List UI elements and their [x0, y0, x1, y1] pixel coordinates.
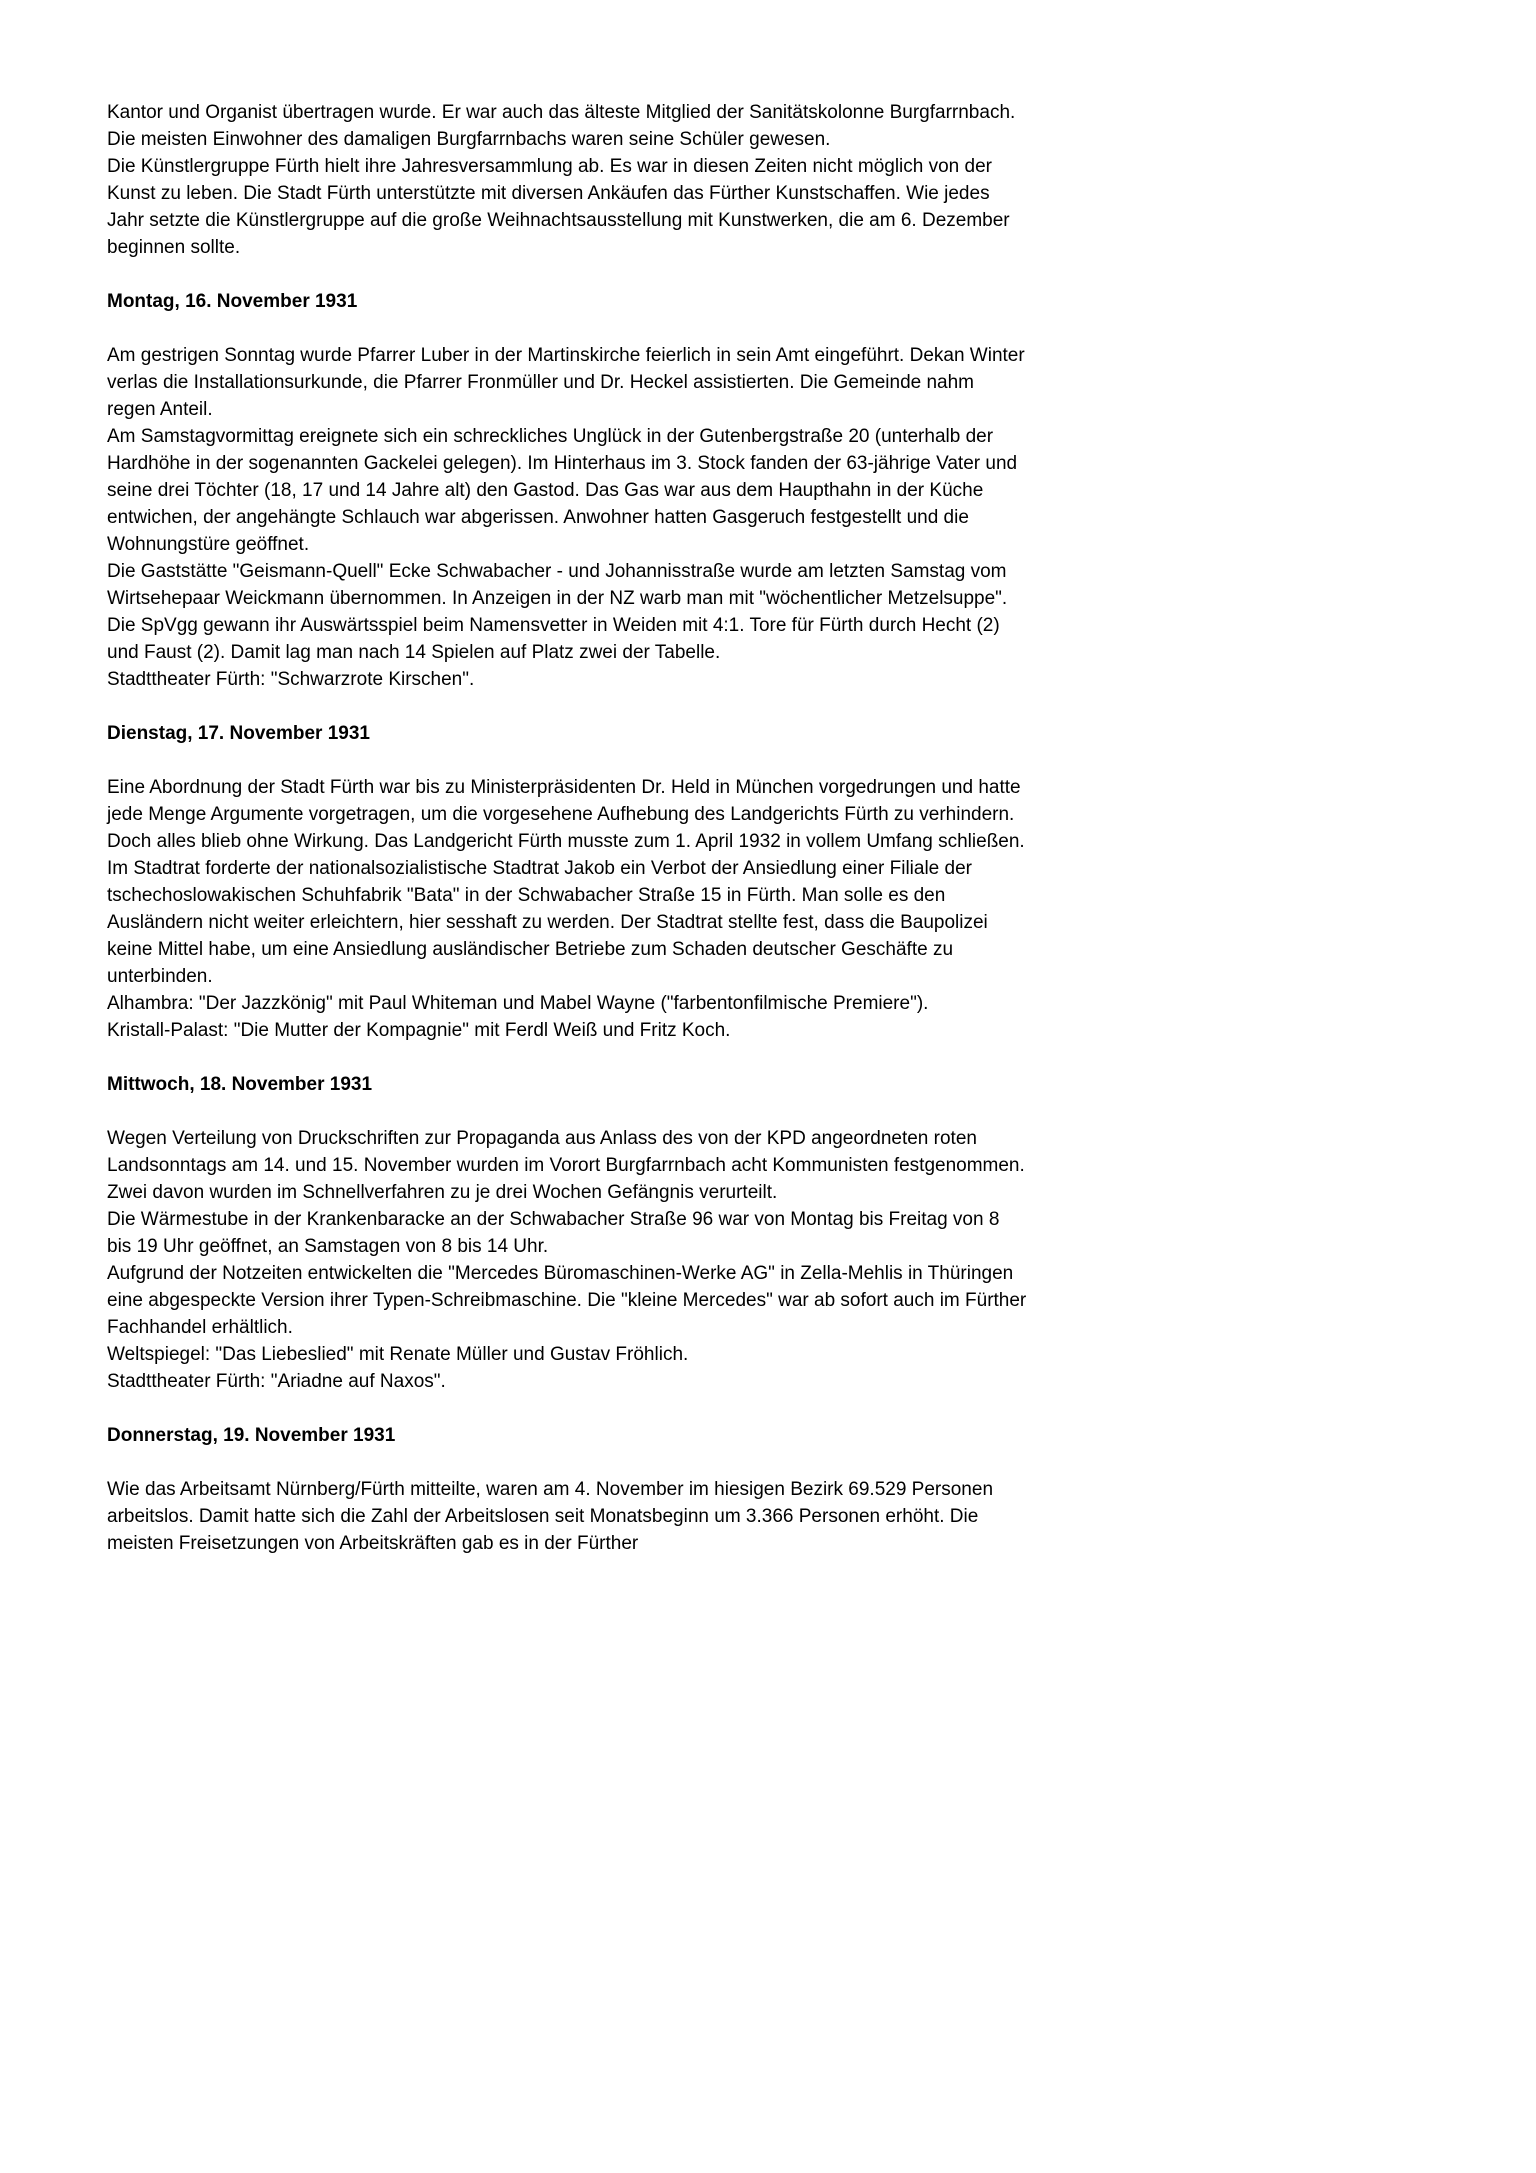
chronicle-section [107, 1422, 1027, 1557]
paragraph: Aufgrund der Notzeiten entwickelten die "Mercedes Büromaschinen-Werke AG" in Zella-Mehlis in Thüringen eine abgespeckte Version ihrer Typen-Schreibmaschine. Die "kleine Mercedes" war ab sofort auch im Fürther Fachhandel erhältlich. [107, 1263, 1027, 1338]
paragraph: Die Wärmestube in der Krankenbaracke an der Schwabacher Straße 96 war von Montag bis Freitag von 8 bis 19 Uhr geöffnet, an Samstagen von 8 bis 14 Uhr. [107, 1209, 1000, 1257]
paragraph: Wegen Verteilung von Druckschriften zur Propaganda aus Anlass des von der KPD angeordneten roten Landsonntags am 14. und 15. November wurden im Vorort Burgfarrnbach acht Kommunisten festgenommen. Zwei davon wurden im Schnellverfahren zu je drei Wochen Gefängnis verurteilt. [107, 1128, 1025, 1203]
chronicle-section [107, 1071, 1027, 1395]
section-heading: Mittwoch, 18. November 1931 [107, 1074, 373, 1095]
paragraph: Am gestrigen Sonntag wurde Pfarrer Luber in der Martinskirche feierlich in sein Amt eingeführt. Dekan Winter verlas die Installationsurkunde, die Pfarrer Fronmüller und Dr. Heckel assistierten. Die Gemeinde nahm regen Anteil. [107, 345, 1025, 420]
paragraph: Kantor und Organist übertragen wurde. Er war auch das älteste Mitglied der Sanitätskolonne Burgfarrnbach. Die meisten Einwohner des damaligen Burgfarrnbachs waren seine Schüler gewesen. [107, 102, 1016, 150]
sections [107, 288, 1027, 1557]
paragraph: Die Gaststätte "Geismann-Quell" Ecke Schwabacher - und Johannisstraße wurde am letzten Samstag vom Wirtsehepaar Weickmann übernommen. In Anzeigen in der NZ warb man mit "wöchentlicher Metzelsuppe". [107, 561, 1008, 609]
paragraph: Alhambra: "Der Jazzkönig" mit Paul Whiteman und Mabel Wayne ("farbentonfilmische Premiere"). [107, 993, 929, 1014]
paragraph: Am Samstagvormittag ereignete sich ein schreckliches Unglück in der Gutenbergstraße 20 (unterhalb der Hardhöhe in der sogenannten Gackelei gelegen). Im Hinterhaus im 3. Stock fanden der 63-jährige Vater und seine drei Töchter (18, 17 und 14 Jahre alt) den Gastod. Das Gas war aus dem Haupthahn in der Küche entwichen, der angehängte Schlauch war abgerissen. Anwohner hatten Gasgeruch festgestellt und die Wohnungstüre geöffnet. [107, 426, 1018, 555]
section-heading: Montag, 16. November 1931 [107, 291, 358, 312]
paragraph: Die SpVgg gewann ihr Auswärtsspiel beim Namensvetter in Weiden mit 4:1. Tore für Fürth durch Hecht (2) und Faust (2). Damit lag man nach 14 Spielen auf Platz zwei der Tabelle. [107, 615, 1000, 663]
paragraph: Stadttheater Fürth: "Ariadne auf Naxos". [107, 1371, 446, 1392]
chronicle-section [107, 288, 1027, 693]
intro-paragraphs [107, 99, 1027, 261]
paragraph: Kristall-Palast: "Die Mutter der Kompagnie" mit Ferdl Weiß und Fritz Koch. [107, 1020, 731, 1041]
chronicle-section [107, 720, 1027, 1044]
document-content [107, 99, 1027, 1557]
paragraph: Wie das Arbeitsamt Nürnberg/Fürth mitteilte, waren am 4. November im hiesigen Bezirk 69.529 Personen arbeitslos. Damit hatte sich die Zahl der Arbeitslosen seit Monatsbeginn um 3.366 Personen erhöht. Die meisten Freisetzungen von Arbeitskräften gab es in der Fürther [107, 1479, 994, 1554]
paragraph: Weltspiegel: "Das Liebeslied" mit Renate Müller und Gustav Fröhlich. [107, 1344, 689, 1365]
paragraph: Eine Abordnung der Stadt Fürth war bis zu Ministerpräsidenten Dr. Held in München vorgedrungen und hatte jede Menge Argumente vorgetragen, um die vorgesehene Aufhebung des Landgerichts Fürth zu verhindern. Doch alles blieb ohne Wirkung. Das Landgericht Fürth musste zum 1. April 1932 in vollem Umfang schließen. [107, 777, 1025, 852]
paragraph: Stadttheater Fürth: "Schwarzrote Kirschen". [107, 669, 475, 690]
section-heading: Dienstag, 17. November 1931 [107, 723, 370, 744]
paragraph: Im Stadtrat forderte der nationalsozialistische Stadtrat Jakob ein Verbot der Ansiedlung einer Filiale der tschechoslowakischen Schuhfabrik "Bata" in der Schwabacher Straße 15 in Fürth. Man solle es den Ausländern nicht weiter erleichtern, hier sesshaft zu werden. Der Stadtrat stellte fest, dass die Baupolizei keine Mittel habe, um eine Ansiedlung ausländischer Betriebe zum Schaden deutscher Geschäfte zu unterbinden. [107, 858, 988, 987]
paragraph: Die Künstlergruppe Fürth hielt ihre Jahresversammlung ab. Es war in diesen Zeiten nicht möglich von der Kunst zu leben. Die Stadt Fürth unterstützte mit diversen Ankäufen das Fürther Kunstschaffen. Wie jedes Jahr setzte die Künstlergruppe auf die große Weihnachtsausstellung mit Kunstwerken, die am 6. Dezember beginnen sollte. [107, 156, 1010, 258]
section-heading: Donnerstag, 19. November 1931 [107, 1425, 396, 1446]
